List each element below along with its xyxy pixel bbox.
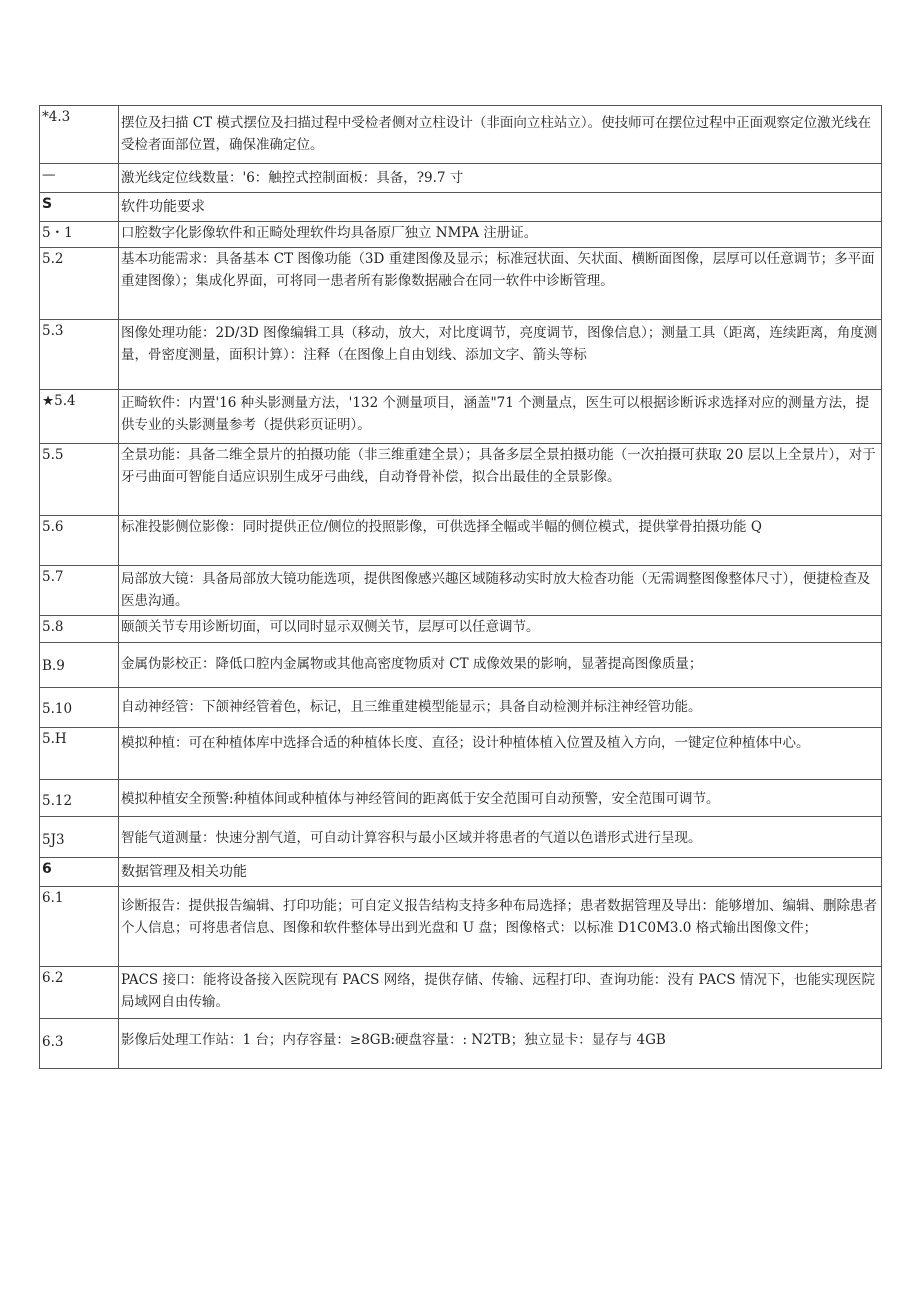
- item-text: 模拟种植：可在种植体库中选择合适的种植体长度、直径；设计种植体植入位置及植入方向，一键定位种植体中心。: [119, 728, 882, 780]
- item-number: 5.3: [40, 320, 119, 390]
- table-row: [40, 780, 882, 817]
- item-text: 模拟种植安全预警:种植体间或种植体与神经管间的距离低于安全范围可自动预警，安全范围可调节。: [119, 780, 882, 817]
- table-row: [40, 688, 882, 728]
- item-text: 自动神经管：下颌神经管着色，标记，且三维重建模型能显示；具备自动检测并标注神经管功能。: [119, 688, 882, 728]
- item-number: 5.6: [40, 516, 119, 566]
- item-number: 5.10: [40, 688, 119, 728]
- section-number: S: [40, 193, 119, 222]
- item-number: ★5.4: [40, 390, 119, 444]
- table-row: [40, 1019, 882, 1069]
- section-number: 6: [40, 858, 119, 887]
- item-number: 5J3: [40, 817, 119, 858]
- item-number: 5・1: [40, 222, 119, 248]
- item-text: 局部放大镜：具备局部放大镜功能选项，提供图像感兴趣区域随移动实时放大检杳功能（无需调整图像整体尺寸），便捷检查及医患沟通。: [119, 566, 882, 616]
- table-row: [40, 222, 882, 248]
- item-text: 激光线定位线数量：'6：触控式控制面板：具备，?9.7 寸: [119, 164, 882, 193]
- item-number: 5.7: [40, 566, 119, 616]
- table-row: [40, 817, 882, 858]
- item-text: 影像后处理工作站：1 台；内存容量：≥8GB:硬盘容量：: N2TB；独立显卡：显存与 4GB: [119, 1019, 882, 1069]
- table-row: [40, 390, 882, 444]
- spec-table: [39, 105, 882, 1069]
- item-text: 正畸软件：内置'16 种头影测量方法，'132 个测量项目，涵盖"71 个测量点，医生可以根据诊断诉求选择对应的测量方法，提供专业的头影测量参考（提供彩页证明）。: [119, 390, 882, 444]
- item-number: *4.3: [40, 106, 119, 164]
- item-text: 基本功能需求：具备基本 CT 图像功能（3D 重建图像及显示；标准冠状面、矢状面、横断面图像，层厚可以任意调节；多平面重建图像）；集成化界面，可将同一患者所有影像数据融合在同一软件中诊断管理。: [119, 248, 882, 320]
- item-text: 口腔数字化影像软件和正畸处理软件均具备原厂独立 NMPA 注册证。: [119, 222, 882, 248]
- item-text: 颐颌关节专用诊断切面，可以同时显示双侧关节，层厚可以任意调节。: [119, 616, 882, 643]
- item-text: PACS 接口：能将设备接入医院现有 PACS 网络，提供存储、传输、远程打印、查询功能：没有 PACS 情况下，也能实现医院局域网自由传输。: [119, 967, 882, 1019]
- section-title: 软件功能要求: [119, 193, 882, 222]
- item-text: 全景功能：具备二维全景片的拍摄功能（非三维重建全景）；具备多层全景拍摄功能（一次拍摄可获取 20 层以上全景片），对于牙弓曲面可智能自适应识别生成牙弓曲线，自动脊骨补偿，拟合出最佳的全景影像。: [119, 444, 882, 516]
- table-row: [40, 164, 882, 193]
- item-number: 5.5: [40, 444, 119, 516]
- section-row: [40, 858, 882, 887]
- table-row: [40, 643, 882, 688]
- section-row: [40, 193, 882, 222]
- item-number: 6.2: [40, 967, 119, 1019]
- item-text: 摆位及扫描 CT 模式摆位及扫描过程中受检者侧对立柱设计（非面向立柱站立）。使技师可在摆位过程中正面观察定位激光线在受检者面部位置，确保准确定位。: [119, 106, 882, 164]
- table-row: [40, 616, 882, 643]
- table-row: [40, 566, 882, 616]
- table-row: [40, 516, 882, 566]
- table-row: [40, 728, 882, 780]
- section-title: 数据管理及相关功能: [119, 858, 882, 887]
- item-number: 6.3: [40, 1019, 119, 1069]
- table-row: [40, 320, 882, 390]
- item-number: 5.2: [40, 248, 119, 320]
- item-text: 智能气道测量：快速分割气道，可自动计算容积与最小区域并将患者的气道以色谱形式进行呈现。: [119, 817, 882, 858]
- item-text: 诊断报告：提供报告编辑、打印功能；可自定义报告结构支持多种布局选择；患者数据管理及导出：能够增加、编辑、删除患者个人信息；可将患者信息、图像和软件整体导出到光盘和 U 盘；图像格式：以标准 D1C0M3.0 格式输出图像文件；: [119, 887, 882, 967]
- item-text: 金属伪影校正：降低口腔内金属物或其他高密度物质对 CT 成像效果的影响，显著提高图像质量；: [119, 643, 882, 688]
- item-number: 5.8: [40, 616, 119, 643]
- item-number: —: [40, 164, 119, 193]
- table-row: [40, 248, 882, 320]
- item-number: 6.1: [40, 887, 119, 967]
- item-text: 图像处理功能：2D/3D 图像编辑工具（移动，放大，对比度调节，亮度调节，图像信息）；测量工具（距离，连续距离，角度测量，骨密度测量，面积计算）：注释（在图像上自由划线、添加文字、箭头等标: [119, 320, 882, 390]
- item-text: 标准投影侧位影像：同时提供正位/侧位的投照影像，可供选择全幅或半幅的侧位模式，提供掌骨拍摄功能 Q: [119, 516, 882, 566]
- table-row: [40, 967, 882, 1019]
- table-row: [40, 887, 882, 967]
- item-number: 5.H: [40, 728, 119, 780]
- table-row: [40, 444, 882, 516]
- table-row: [40, 106, 882, 164]
- item-number: B.9: [40, 643, 119, 688]
- item-number: 5.12: [40, 780, 119, 817]
